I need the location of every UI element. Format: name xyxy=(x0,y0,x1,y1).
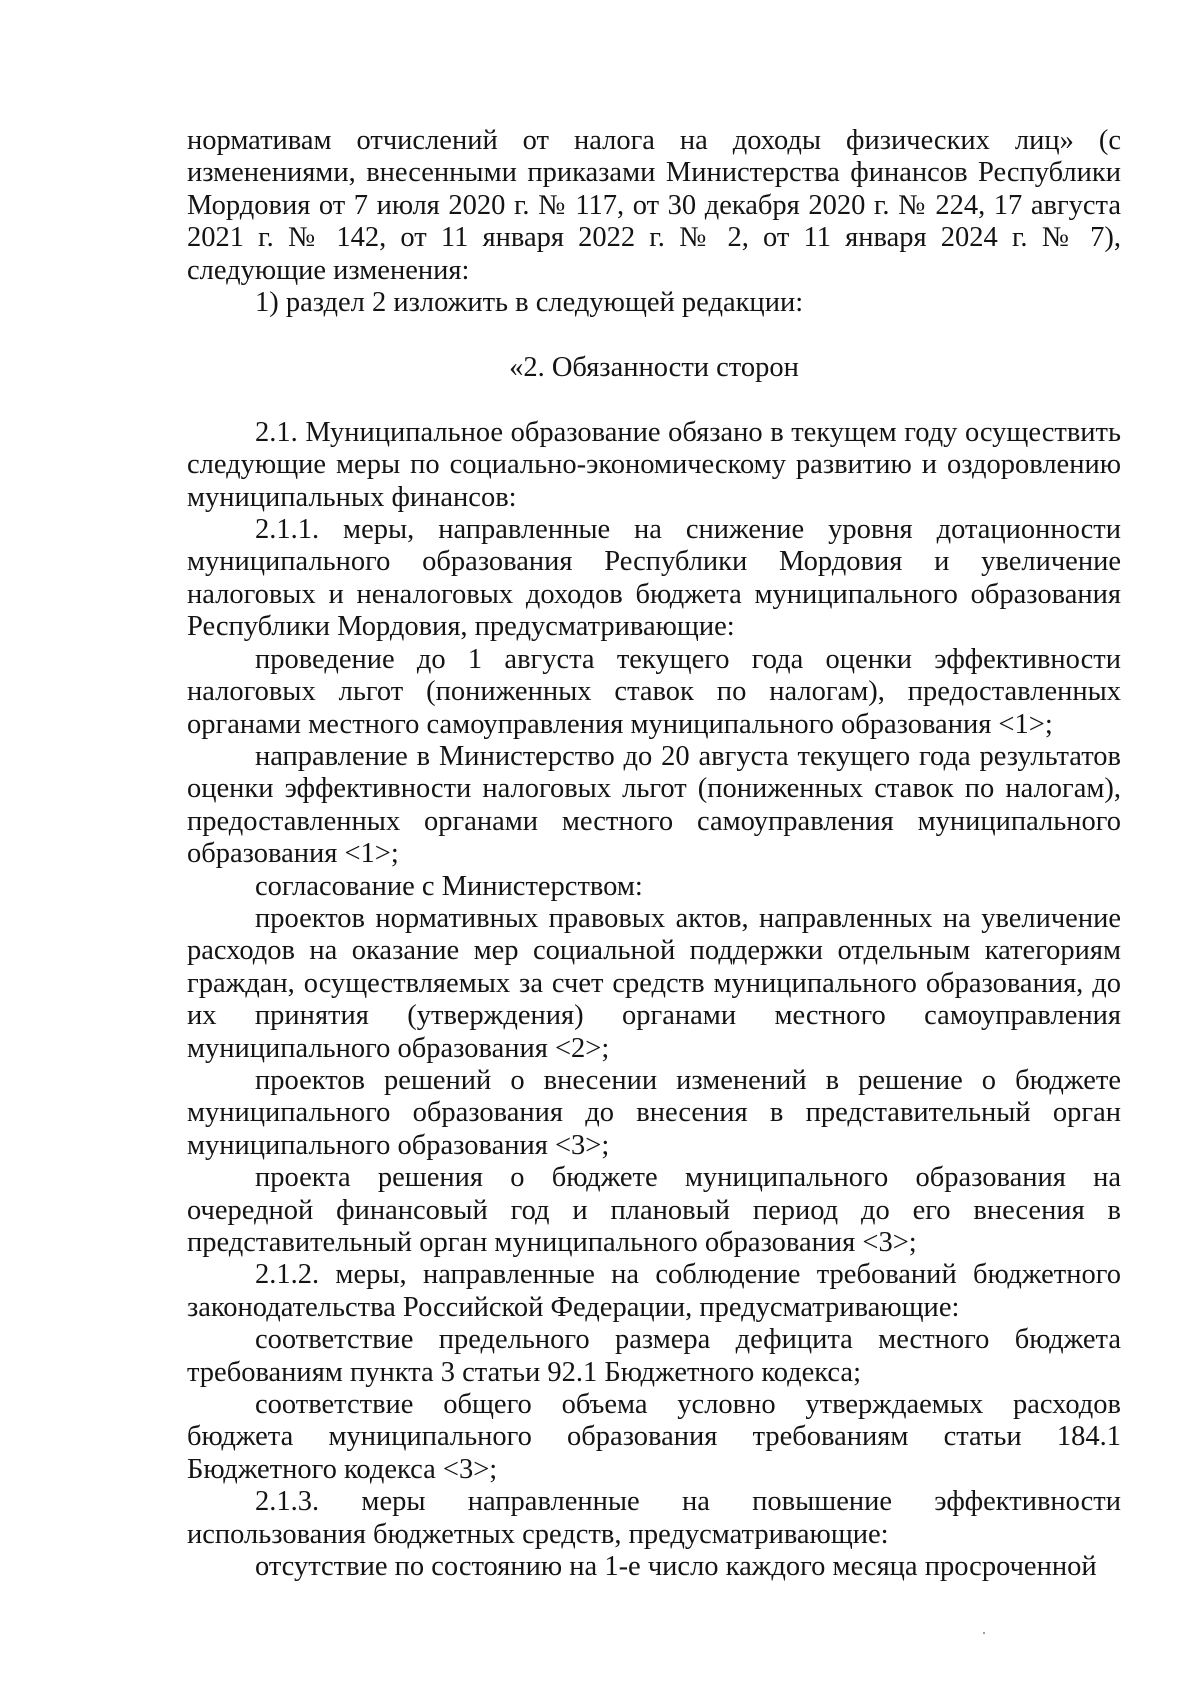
paragraph-overdue-debt: отсутствие по состоянию на 1-е число каждого месяца просроченной xyxy=(255,1551,1097,1583)
section-heading: «2. Обязанности сторон xyxy=(509,352,799,384)
paragraph-clause-2-1-3: 2.1.3. меры направленные на повышение эффективности использования бюджетных средств, предусматривающие: xyxy=(187,1486,1121,1550)
paragraph-deficit-limit: соответствие предельного размера дефицита местного бюджета требованиям пункта 3 статьи 92.1 Бюджетного кодекса; xyxy=(187,1324,1121,1388)
paragraph-item-1: 1) раздел 2 изложить в следующей редакции: xyxy=(255,287,804,319)
paragraph-clause-2-1: 2.1. Муниципальное образование обязано в текущем году осуществить следующие меры по социально-экономическому развитию и оздоровлению муниципальных финансов: xyxy=(187,416,1121,513)
scan-speck xyxy=(983,1632,985,1634)
paragraph-clause-2-1-2: 2.1.2. меры, направленные на соблюдение требований бюджетного законодательства Российской Федерации, предусматривающие: xyxy=(187,1259,1121,1323)
paragraph-intro: нормативам отчислений от налога на доходы физических лиц» (с изменениями, внесенными приказами Министерства финансов Республики Мордовия от 7 июля 2020 г. № 117, от 30 декабря 2020 г. № 224, 17 августа 2021 г. № 142, от 11 января 2022 г. № 2, от 11 января 2024 г. № 7), следующие изменения: xyxy=(187,125,1121,286)
paragraph-draft-legal-acts: проектов нормативных правовых актов, направленных на увеличение расходов на оказание мер социальной поддержки отдельным категориям граждан, осуществляемых за счет средств муниципального образования, до их принятия (утверждения) органами местного самоуправления муниципального образования <2>; xyxy=(187,902,1121,1064)
paragraph-draft-budget: проекта решения о бюджете муниципального образования на очередной финансовый год и плановый период до его внесения в представительный орган муниципального образования <3>; xyxy=(187,1162,1121,1258)
paragraph-clause-2-1-1: 2.1.1. меры, направленные на снижение уровня дотационности муниципального образования Республики Мордовия и увеличение налоговых и неналоговых доходов бюджета муниципального образования Республики Мордовия, предусматривающие: xyxy=(187,514,1121,643)
paragraph-assessment-submission: направление в Министерство до 20 августа текущего года результатов оценки эффективности налоговых льгот (пониженных ставок по налогам), предоставленных органами местного самоуправления муниципального образования <1>; xyxy=(187,740,1121,870)
paragraph-budget-amendments: проектов решений о внесении изменений в решение о бюджете муниципального образования до внесения в представительный орган муниципального образования <3>; xyxy=(187,1064,1121,1161)
paragraph-tax-benefit-assessment: проведение до 1 августа текущего года оценки эффективности налоговых льгот (пониженных ставок по налогам), предоставленных органами местного самоуправления муниципального образования <1>; xyxy=(187,643,1121,740)
paragraph-conditional-expenses: соответствие общего объема условно утверждаемых расходов бюджета муниципального образования требованиям статьи 184.1 Бюджетного кодекса <3>; xyxy=(187,1389,1121,1485)
document-body xyxy=(187,125,1121,1583)
paragraph-approval-with-ministry: согласование с Министерством: xyxy=(255,870,643,902)
